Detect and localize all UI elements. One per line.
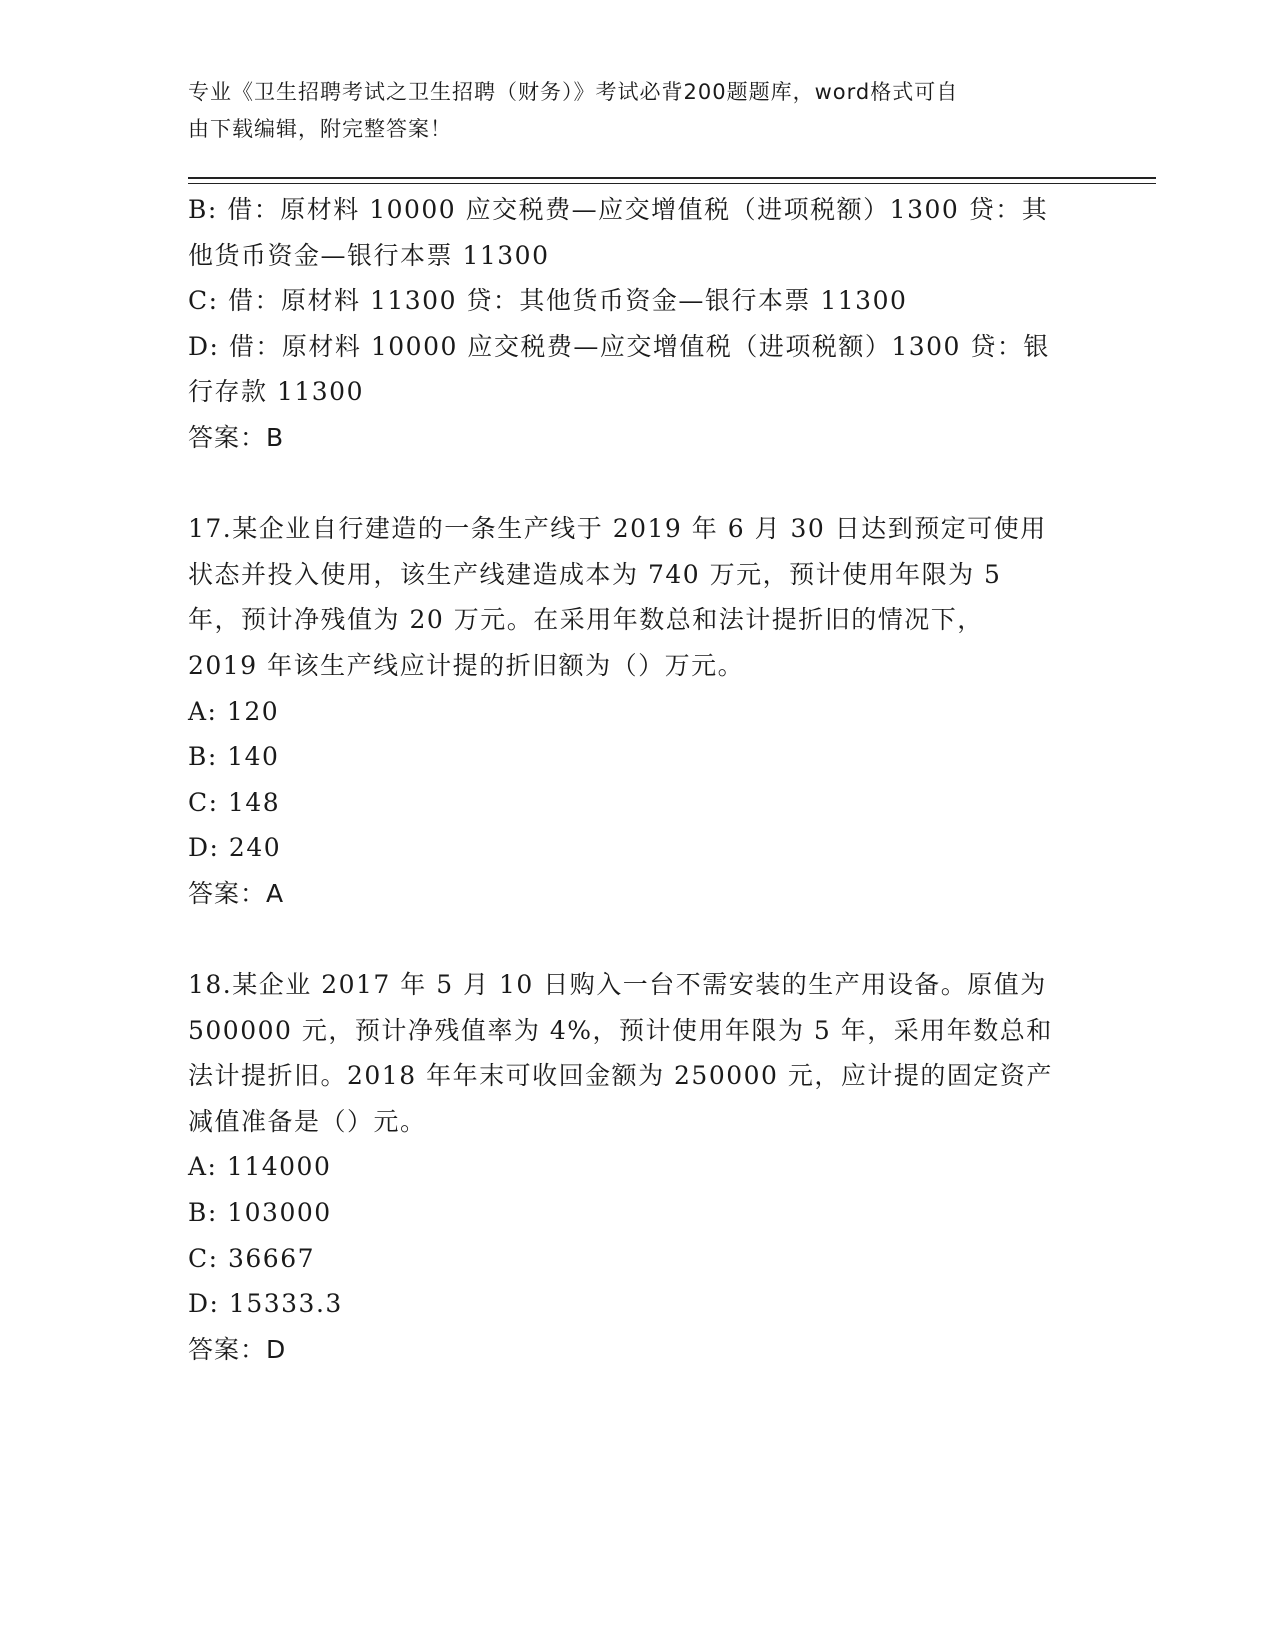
option-b-line-2: 他货币资金—银行本票 11300 [188,240,550,270]
option-a: A: 114000 [188,1152,332,1182]
answer: 答案：D [188,1334,287,1364]
option-b-line-1: B: 借：原材料 10000 应交税费—应交增值税（进项税额）1300 贷：其 [188,195,1049,224]
document-body [188,187,1088,1372]
question-stem-line-2: 状态并投入使用，该生产线建造成本为 740 万元，预计使用年限为 5 [188,559,1002,589]
question-stem-line-3: 年，预计净残值为 20 万元。在采用年数总和法计提折旧的情况下， [188,605,984,635]
header-title-line-2: 由下载编辑，附完整答案！ [188,117,452,141]
header-rule-thin [188,183,1156,184]
option-c: C: 借：原材料 11300 贷：其他货币资金—银行本票 11300 [188,286,908,316]
answer: 答案：A [188,878,285,908]
question-stem-line-4: 减值准备是（）元。 [188,1106,427,1136]
option-b: B: 103000 [188,1198,332,1228]
spacer [188,917,1088,963]
question-16-tail [188,187,1088,461]
question-stem-line-4: 2019 年该生产线应计提的折旧额为（）万元。 [188,650,745,680]
question-stem-line-1: 18.某企业 2017 年 5 月 10 日购入一台不需安装的生产用设备。原值为 [188,970,1047,1000]
question-stem-line-2: 500000 元，预计净残值率为 4%，预计使用年限为 5 年，采用年数总和 [188,1015,1053,1045]
option-d-line-1: D: 借：原材料 10000 应交税费—应交增值税（进项税额）1300 贷：银 [188,331,1050,361]
question-18 [188,962,1088,1372]
header-rule-thick [188,177,1156,179]
question-stem-line-1: 17.某企业自行建造的一条生产线于 2019 年 6 月 30 日达到预定可使用 [188,514,1047,544]
document-header [188,74,1088,148]
option-c: C: 148 [188,787,281,817]
question-stem-line-3: 法计提折旧。2018 年年末可收回金额为 250000 元，应计提的固定资产 [188,1061,1053,1091]
option-a: A: 120 [188,696,280,726]
header-title-line-1: 专业《卫生招聘考试之卫生招聘（财务）》考试必背200题题库，word格式可自 [188,80,959,104]
option-d-line-2: 行存款 11300 [188,377,364,407]
option-b: B: 140 [188,742,280,772]
answer: 答案：B [188,422,285,452]
spacer [188,461,1088,507]
question-17 [188,506,1088,916]
option-c: C: 36667 [188,1243,316,1273]
option-d: D: 15333.3 [188,1289,343,1319]
option-d: D: 240 [188,833,282,863]
